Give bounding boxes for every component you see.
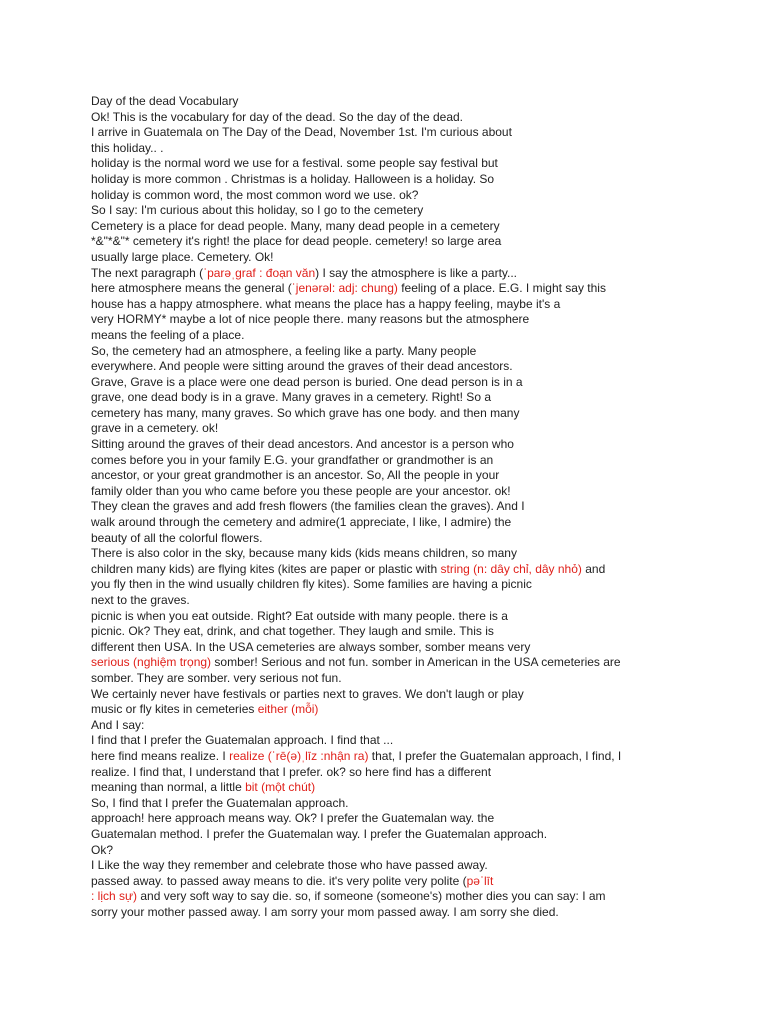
text-segment: and [581,561,606,576]
text-segment: here atmosphere means the general ( [91,281,292,296]
text-segment: Sitting around the graves of their dead ancestors. And ancestor is a person who [91,437,514,452]
text-line [91,546,691,562]
text-segment: holiday is more common . Christmas is a holiday. Halloween is a holiday. So [91,171,495,186]
text-line [91,468,691,484]
text-line [91,110,691,126]
text-line [91,749,691,765]
text-segment: I arrive in Guatemala on The Day of the Dead, November 1st. I'm curious about [91,125,512,140]
text-line [91,624,691,640]
glossary-note: serious (nghiệm trọng) [91,655,212,670]
text-line [91,796,691,812]
text-segment: picnic. Ok? They eat, drink, and chat together. They laugh and smile. This is [91,624,494,639]
text-segment: And I say: [91,717,145,732]
text-line [91,203,691,219]
text-line [91,499,691,515]
text-line [91,874,691,890]
text-line [91,655,691,671]
text-segment: grave in a cemetery. ok! [91,421,219,436]
text-line [91,718,691,734]
text-segment: comes before you in your family E.G. your grandfather or grandmother is an [91,452,494,467]
text-line [91,375,691,391]
text-segment: family older than you who came before you these people are your ancestor. ok! [91,483,511,498]
glossary-note: bit (một chút) [245,780,316,795]
glossary-note: either (mỗi) [257,702,319,717]
text-line [91,515,691,531]
text-line [91,390,691,406]
text-line [91,437,691,453]
document-title: Day of the dead Vocabulary [91,94,239,108]
text-line [91,421,691,437]
text-segment: somber. They are somber. very serious not fun. [91,670,342,685]
glossary-note: realize (ˈrē(ə)ˌlīz :nhận ra) [229,748,369,763]
text-segment: The next paragraph ( [91,265,204,280]
text-line [91,889,691,905]
text-line [91,562,691,578]
text-segment: music or fly kites in cemeteries [91,702,258,717]
glossary-note: ˈparəˌgraf : đoạn văn [203,265,316,280]
text-segment: and very soft way to say die. so, if someone (someone's) mother dies you can say: I am [137,889,606,904]
text-line [91,905,691,921]
text-line [91,811,691,827]
text-line [91,733,691,749]
text-segment: passed away. to passed away means to die. it's very polite very polite ( [91,873,467,888]
text-segment: grave, one dead body is in a grave. Many graves in a cemetery. Right! So a [91,390,491,405]
text-segment: I find that I prefer the Guatemalan approach. I find that ... [91,733,394,748]
text-segment: Cemetery is a place for dead people. Many, many dead people in a cemetery [91,218,500,233]
text-line [91,827,691,843]
document-lines [91,110,691,921]
text-segment: I Like the way they remember and celebrate those who have passed away. [91,858,488,873]
text-segment: usually large place. Cemetery. Ok! [91,249,274,264]
text-segment: this holiday.. . [91,140,164,155]
text-segment: ancestor, or your great grandmother is an ancestor. So, All the people in your [91,468,500,483]
text-segment: cemetery has many, many graves. So which grave has one body. and then many [91,405,520,420]
text-line [91,312,691,328]
text-segment: next to the graves. [91,593,190,607]
text-line [91,453,691,469]
text-segment: you fly then in the wind usually children fly kites). Some families are having a picnic [91,577,532,592]
text-segment: approach! here approach means way. Ok? I prefer the Guatemalan way. the [91,811,495,826]
text-line [91,671,691,687]
text-line [91,577,691,593]
text-segment: very HORMY* maybe a lot of nice people there. many reasons but the atmosphere [91,312,530,327]
text-segment: They clean the graves and add fresh flowers (the families clean the graves). And I [91,499,525,514]
text-segment: beauty of all the colorful flowers. [91,530,263,545]
text-line [91,250,691,266]
text-segment: holiday is the normal word we use for a festival. some people say festival but [91,156,498,171]
text-segment: children many kids) are flying kites (kites are paper or plastic with [91,561,441,576]
text-line [91,780,691,796]
text-line [91,702,691,718]
text-line [91,609,691,625]
text-line [91,531,691,547]
text-line [91,640,691,656]
text-segment: picnic is when you eat outside. Right? Eat outside with many people. there is a [91,608,508,623]
glossary-note: string (n: dây chỉ, dây nhỏ) [440,561,582,576]
text-line [91,843,691,859]
text-segment: Ok? [91,842,114,857]
text-line [91,234,691,250]
text-segment: means the feeling of a place. [91,327,245,342]
text-segment: walk around through the cemetery and admire(1 appreciate, I like, I admire) the [91,515,512,530]
text-line [91,141,691,157]
text-segment: ) I say the atmosphere is like a party... [315,265,518,280]
text-segment: So I say: I'm curious about this holiday, so I go to the cemetery [91,203,424,218]
text-segment: different then USA. In the USA cemeteries are always somber, somber means very [91,639,531,654]
text-line [91,172,691,188]
text-line [91,156,691,172]
text-segment: house has a happy atmosphere. what means the place has a happy feeling, maybe it's a [91,296,561,311]
text-segment: realize. I find that, I understand that I prefer. ok? so here find has a different [91,764,492,779]
text-line [91,344,691,360]
text-segment: holiday is common word, the most common word we use. ok? [91,187,419,202]
text-segment: somber! Serious and not fun. somber in American in the USA cemeteries are [211,655,621,670]
text-line [91,281,691,297]
text-segment: So, I find that I prefer the Guatemalan approach. [91,795,349,810]
text-line [91,484,691,500]
text-segment: feeling of a place. E.G. I might say this [397,281,606,296]
glossary-note: pəˈlīt [466,873,494,888]
document-body [91,94,691,920]
text-segment: We certainly never have festivals or parties next to graves. We don't laugh or play [91,686,524,701]
text-segment: meaning than normal, a little [91,780,246,795]
glossary-note: ˈjenərəl: adj: chung) [291,281,398,296]
text-line [91,858,691,874]
text-segment: There is also color in the sky, because many kids (kids means children, so many [91,546,517,561]
glossary-note: : lịch sự) [91,889,138,904]
text-line [91,297,691,313]
text-line [91,359,691,375]
text-segment: Ok! This is the vocabulary for day of the dead. So the day of the dead. [91,109,464,124]
text-line [91,188,691,204]
text-segment: here find means realize. I [91,748,230,763]
text-segment: everywhere. And people were sitting around the graves of their dead ancestors. [91,359,513,374]
text-line [91,328,691,344]
text-line [91,593,691,609]
text-segment: Grave, Grave is a place were one dead person is buried. One dead person is in a [91,374,523,389]
text-line [91,406,691,422]
text-line [91,125,691,141]
text-segment: that, I prefer the Guatemalan approach, I find, I [368,748,622,763]
text-segment: So, the cemetery had an atmosphere, a feeling like a party. Many people [91,343,477,358]
text-line [91,765,691,781]
text-segment: *&"*&"* cemetery it's right! the place for dead people. cemetery! so large area [91,234,502,249]
text-line [91,266,691,282]
text-segment: Guatemalan method. I prefer the Guatemalan way. I prefer the Guatemalan approach. [91,826,548,841]
text-line [91,219,691,235]
text-line [91,687,691,703]
text-segment: sorry your mother passed away. I am sorry your mom passed away. I am sorry she died. [91,904,559,919]
